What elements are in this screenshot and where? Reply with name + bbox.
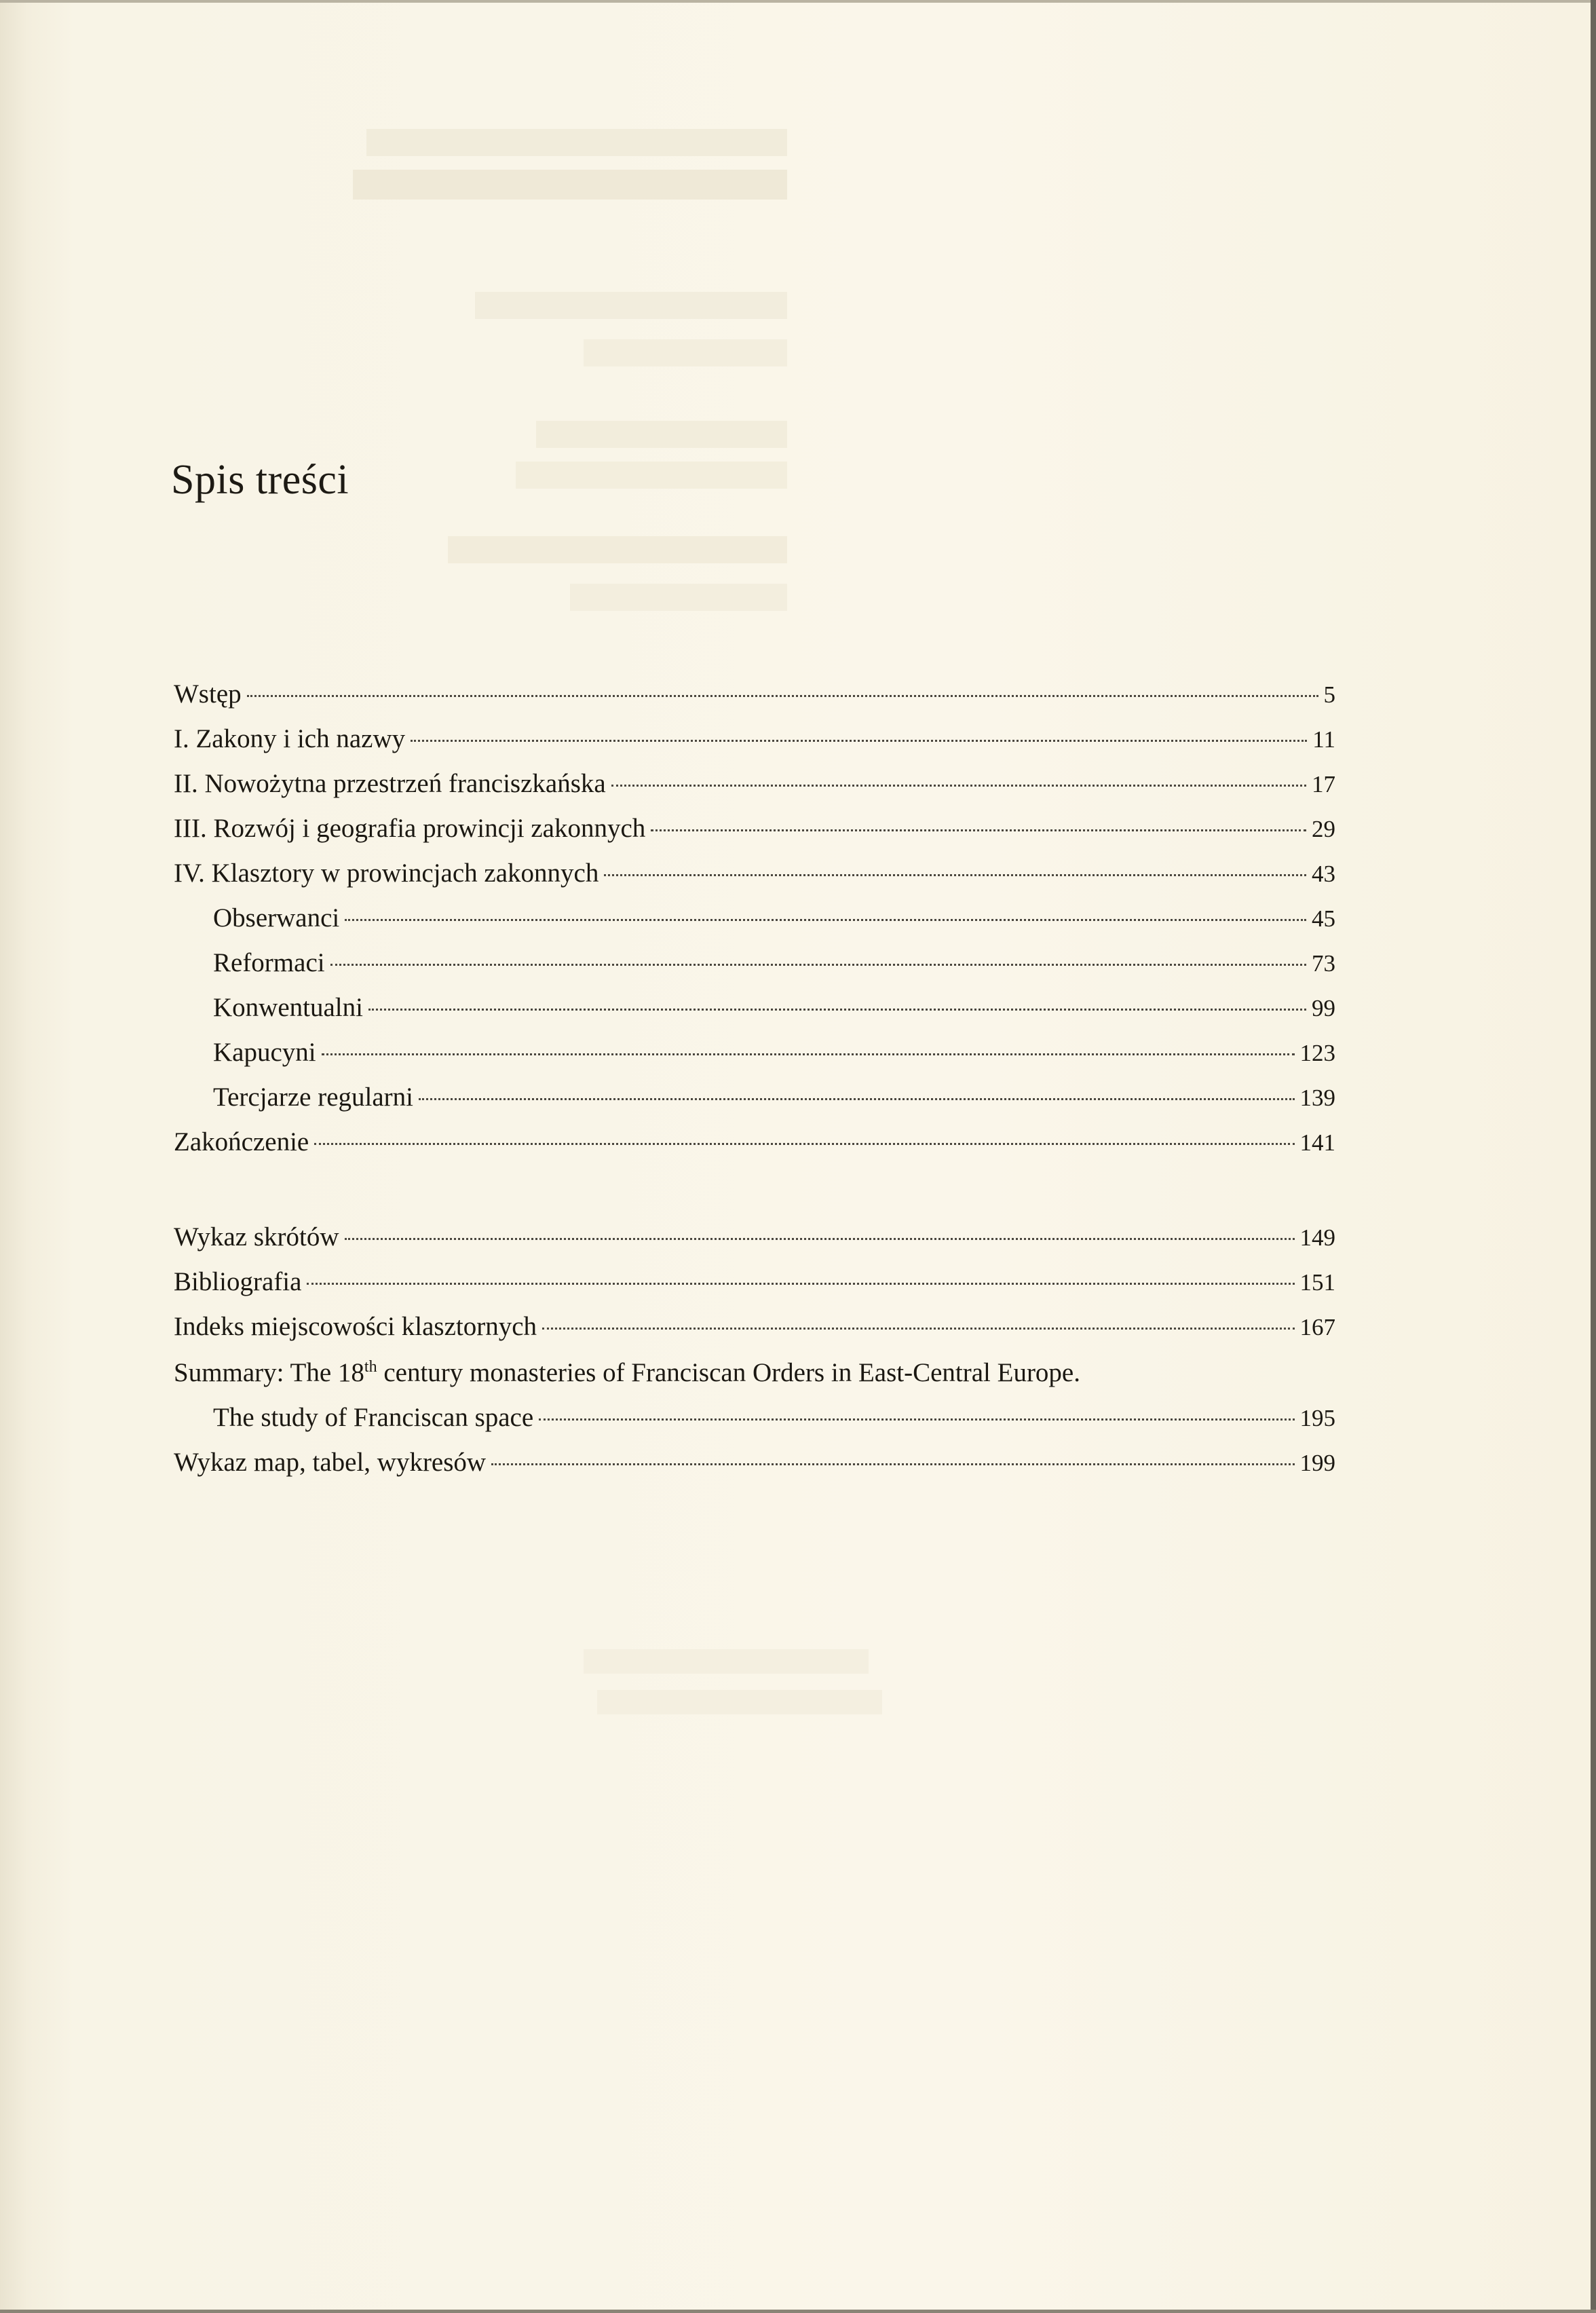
show-through-block [570, 584, 787, 611]
toc-entry[interactable] [174, 1311, 1335, 1356]
toc-entry-label: Indeks miejscowości klasztornych [174, 1312, 537, 1341]
page-top-edge [0, 0, 1596, 3]
toc-entry-label: Wykaz skrótów [174, 1222, 339, 1252]
dot-leader [539, 1418, 1294, 1421]
dot-leader [247, 695, 1318, 697]
toc-entry[interactable] [174, 679, 1335, 723]
dot-leader [491, 1463, 1294, 1465]
toc-entry-label: Reformaci [213, 948, 325, 977]
dot-leader [345, 1238, 1295, 1240]
toc-entry-page: 139 [1299, 1085, 1335, 1111]
dot-leader [651, 829, 1306, 831]
toc-entry-page: 73 [1312, 950, 1335, 977]
toc-subentry[interactable] [213, 903, 1335, 947]
toc-entry[interactable] [174, 1127, 1335, 1171]
dot-leader [330, 964, 1306, 966]
dot-leader [604, 874, 1306, 876]
toc-entry-label: Wstęp [174, 679, 242, 709]
toc-entry-page: 17 [1312, 771, 1335, 797]
dot-leader [307, 1283, 1294, 1285]
dot-leader [314, 1143, 1294, 1145]
toc-summary-line[interactable] [174, 1357, 1080, 1388]
dot-leader [411, 740, 1307, 742]
toc-entry-page: 123 [1299, 1040, 1335, 1066]
show-through-block [366, 129, 787, 156]
toc-entry-label: Kapucyni [213, 1038, 316, 1067]
dot-leader [542, 1328, 1294, 1330]
toc-entry-page: 43 [1312, 861, 1335, 887]
toc-entry-page: 141 [1299, 1129, 1335, 1156]
toc-entry-label: Obserwanci [213, 903, 340, 933]
toc-entry[interactable] [174, 813, 1335, 858]
show-through-block [448, 536, 787, 563]
toc-entry[interactable] [174, 858, 1335, 903]
toc-entry-label: IV. Klasztory w prowincjach zakonnych [174, 859, 599, 888]
toc-subentry[interactable] [213, 1082, 1335, 1127]
toc-entry[interactable] [174, 768, 1335, 813]
show-through-block [536, 421, 787, 448]
toc-entry-label: I. Zakony i ich nazwy [174, 724, 406, 753]
dot-leader [322, 1053, 1295, 1055]
summary-text-start: Summary: The 18 [174, 1358, 364, 1387]
toc-entry[interactable] [174, 1222, 1335, 1266]
summary-ordinal-suffix: th [364, 1358, 377, 1376]
toc-subentry[interactable] [213, 1037, 1335, 1082]
page-bottom-edge [0, 2310, 1596, 2313]
toc-entry-label: Konwentualni [213, 993, 363, 1022]
toc-entry-label: Wykaz map, tabel, wykresów [174, 1448, 487, 1477]
toc-entry-label: II. Nowożytna przestrzeń franciszkańska [174, 769, 606, 798]
toc-entry-label: Tercjarze regularni [213, 1083, 413, 1112]
toc-entry-page: 149 [1299, 1224, 1335, 1251]
toc-entry-page: 45 [1312, 905, 1335, 932]
summary-text-end: century monasteries of Franciscan Orders in East-Central Europe. [377, 1358, 1080, 1387]
toc-entry-label: The study of Franciscan space [213, 1403, 534, 1432]
dot-leader [345, 919, 1306, 921]
toc-entry-page: 11 [1312, 726, 1335, 753]
toc-entry[interactable] [174, 1266, 1335, 1311]
toc-entry-page: 5 [1323, 681, 1335, 708]
toc-entry-label: Bibliografia [174, 1267, 302, 1296]
dot-leader [368, 1009, 1306, 1011]
toc-entry-page: 29 [1312, 816, 1335, 842]
show-through-block [516, 462, 787, 489]
toc-entry-page: 195 [1299, 1405, 1335, 1431]
show-through-block [353, 170, 787, 200]
show-through-block [584, 339, 787, 366]
toc-entry[interactable] [174, 723, 1335, 768]
toc-entry-label: III. Rozwój i geografia prowincji zakonnych [174, 814, 646, 843]
toc-title: Spis treści [171, 457, 349, 503]
toc-subentry[interactable] [213, 992, 1335, 1037]
toc-entry-page: 199 [1299, 1450, 1335, 1476]
show-through-block [597, 1690, 882, 1714]
toc-entry-page: 151 [1299, 1269, 1335, 1296]
toc-entry-page: 99 [1312, 995, 1335, 1021]
toc-entry[interactable] [174, 1447, 1335, 1492]
toc-subentry[interactable] [213, 947, 1335, 992]
page-right-edge [1591, 0, 1596, 2313]
toc-entry-page: 167 [1299, 1314, 1335, 1340]
dot-leader [611, 785, 1306, 787]
show-through-block [584, 1649, 869, 1674]
dot-leader [419, 1098, 1295, 1100]
toc-entry[interactable] [213, 1402, 1335, 1447]
toc-entry-label: Zakończenie [174, 1127, 309, 1156]
show-through-block [475, 292, 787, 319]
